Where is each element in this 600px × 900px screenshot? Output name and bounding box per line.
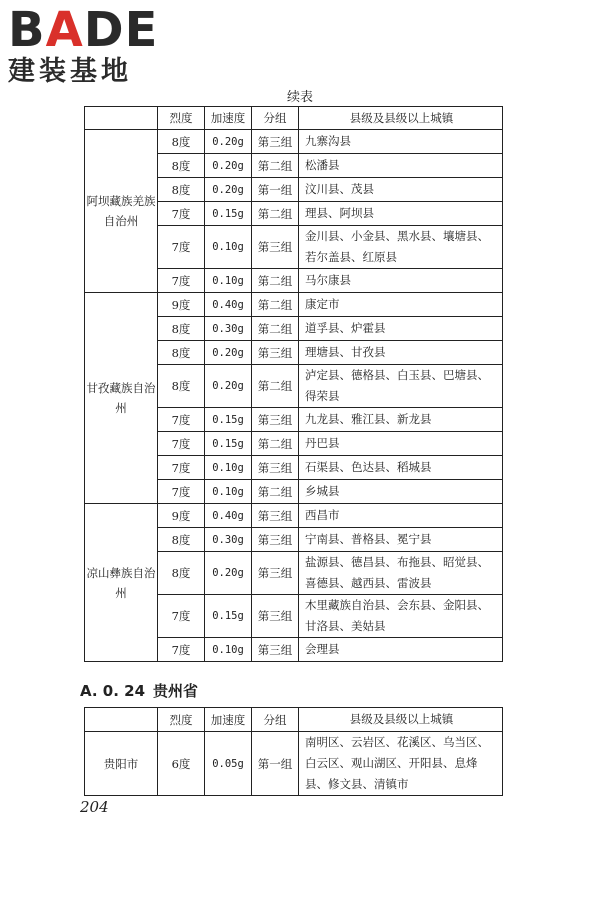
group-cell: 第三组 [252,528,299,552]
intensity-cell: 7度 [158,432,205,456]
group-cell: 第三组 [252,130,299,154]
acceleration-cell: 0.05g [205,732,252,796]
table-row [85,504,503,528]
acceleration-cell: 0.10g [205,226,252,269]
cities-cell: 宁南县、普格县、冕宁县 [299,528,503,552]
intensity-cell: 8度 [158,528,205,552]
intensity-cell: 7度 [158,269,205,293]
header-cities: 县级及县级以上城镇 [299,708,503,732]
acceleration-cell: 0.10g [205,269,252,293]
group-cell: 第二组 [252,293,299,317]
group-cell: 第二组 [252,202,299,226]
acceleration-cell: 0.15g [205,202,252,226]
cities-cell: 九寨沟县 [299,130,503,154]
cities-cell: 松潘县 [299,154,503,178]
header-intensity: 烈度 [158,708,205,732]
logo-subtitle: 建装基地 [8,56,132,87]
intensity-cell: 7度 [158,595,205,638]
page-number: 204 [80,798,109,816]
group-cell: 第三组 [252,552,299,595]
header-cities: 县级及县级以上城镇 [299,107,503,130]
intensity-cell: 7度 [158,202,205,226]
bade-logo [8,2,159,88]
intensity-cell: 7度 [158,226,205,269]
header-acceleration: 加速度 [205,708,252,732]
cities-cell: 马尔康县 [299,269,503,293]
intensity-cell: 8度 [158,317,205,341]
header-group: 分组 [252,107,299,130]
intensity-cell: 7度 [158,638,205,662]
group-cell: 第三组 [252,595,299,638]
group-cell: 第三组 [252,456,299,480]
acceleration-cell: 0.15g [205,408,252,432]
table-row [85,293,503,317]
intensity-cell: 7度 [158,480,205,504]
intensity-cell: 8度 [158,130,205,154]
cities-cell: 道孚县、炉霍县 [299,317,503,341]
acceleration-cell: 0.10g [205,480,252,504]
group-cell: 第二组 [252,480,299,504]
region-cell: 贵阳市 [85,732,158,796]
seismic-table-guizhou [84,707,503,796]
cities-cell: 盐源县、德昌县、布拖县、昭觉县、喜德县、越西县、雷波县 [299,552,503,595]
group-cell: 第二组 [252,154,299,178]
cities-cell: 丹巴县 [299,432,503,456]
cities-cell: 九龙县、雅江县、新龙县 [299,408,503,432]
intensity-cell: 8度 [158,178,205,202]
group-cell: 第三组 [252,504,299,528]
cities-cell: 南明区、云岩区、花溪区、乌当区、白云区、观山湖区、开阳县、息烽县、修文县、清镇市 [299,732,503,796]
intensity-cell: 8度 [158,341,205,365]
cities-cell: 泸定县、德格县、白玉县、巴塘县、得荣县 [299,365,503,408]
acceleration-cell: 0.20g [205,341,252,365]
acceleration-cell: 0.15g [205,595,252,638]
cities-cell: 乡城县 [299,480,503,504]
cities-cell: 石渠县、色达县、稻城县 [299,456,503,480]
acceleration-cell: 0.20g [205,552,252,595]
group-cell: 第二组 [252,432,299,456]
table-row [85,732,503,796]
table-header-row [85,708,503,732]
table-row [85,130,503,154]
region-cell: 阿坝藏族羌族自治州 [85,130,158,293]
header-intensity: 烈度 [158,107,205,130]
acceleration-cell: 0.40g [205,504,252,528]
cities-cell: 西昌市 [299,504,503,528]
group-cell: 第二组 [252,269,299,293]
table-header-row [85,107,503,130]
cities-cell: 木里藏族自治县、会东县、金阳县、甘洛县、美姑县 [299,595,503,638]
header-acceleration: 加速度 [205,107,252,130]
intensity-cell: 7度 [158,456,205,480]
intensity-cell: 8度 [158,365,205,408]
group-cell: 第一组 [252,732,299,796]
cities-cell: 理塘县、甘孜县 [299,341,503,365]
cities-cell: 理县、阿坝县 [299,202,503,226]
group-cell: 第二组 [252,317,299,341]
acceleration-cell: 0.20g [205,154,252,178]
intensity-cell: 9度 [158,504,205,528]
group-cell: 第三组 [252,341,299,365]
intensity-cell: 7度 [158,408,205,432]
header-region [85,708,158,732]
section-title: 贵州省 [153,682,199,700]
group-cell: 第二组 [252,365,299,408]
region-cell: 凉山彝族自治州 [85,504,158,662]
acceleration-cell: 0.15g [205,432,252,456]
cities-cell: 金川县、小金县、黑水县、壤塘县、若尔盖县、红原县 [299,226,503,269]
section-number: A. 0. 24 [80,682,146,700]
acceleration-cell: 0.10g [205,638,252,662]
intensity-cell: 8度 [158,154,205,178]
region-cell: 甘孜藏族自治州 [85,293,158,504]
seismic-table-continued [84,106,503,662]
acceleration-cell: 0.40g [205,293,252,317]
acceleration-cell: 0.20g [205,130,252,154]
group-cell: 第三组 [252,226,299,269]
acceleration-cell: 0.10g [205,456,252,480]
header-region [85,107,158,130]
cities-cell: 会理县 [299,638,503,662]
intensity-cell: 8度 [158,552,205,595]
acceleration-cell: 0.20g [205,365,252,408]
group-cell: 第三组 [252,408,299,432]
acceleration-cell: 0.30g [205,528,252,552]
group-cell: 第一组 [252,178,299,202]
section-heading [80,680,206,701]
group-cell: 第三组 [252,638,299,662]
header-group: 分组 [252,708,299,732]
intensity-cell: 9度 [158,293,205,317]
logo-wordmark: BADE [8,2,159,58]
acceleration-cell: 0.30g [205,317,252,341]
cities-cell: 康定市 [299,293,503,317]
cities-cell: 汶川县、茂县 [299,178,503,202]
acceleration-cell: 0.20g [205,178,252,202]
table-caption: 续表 [286,90,313,105]
intensity-cell: 6度 [158,732,205,796]
